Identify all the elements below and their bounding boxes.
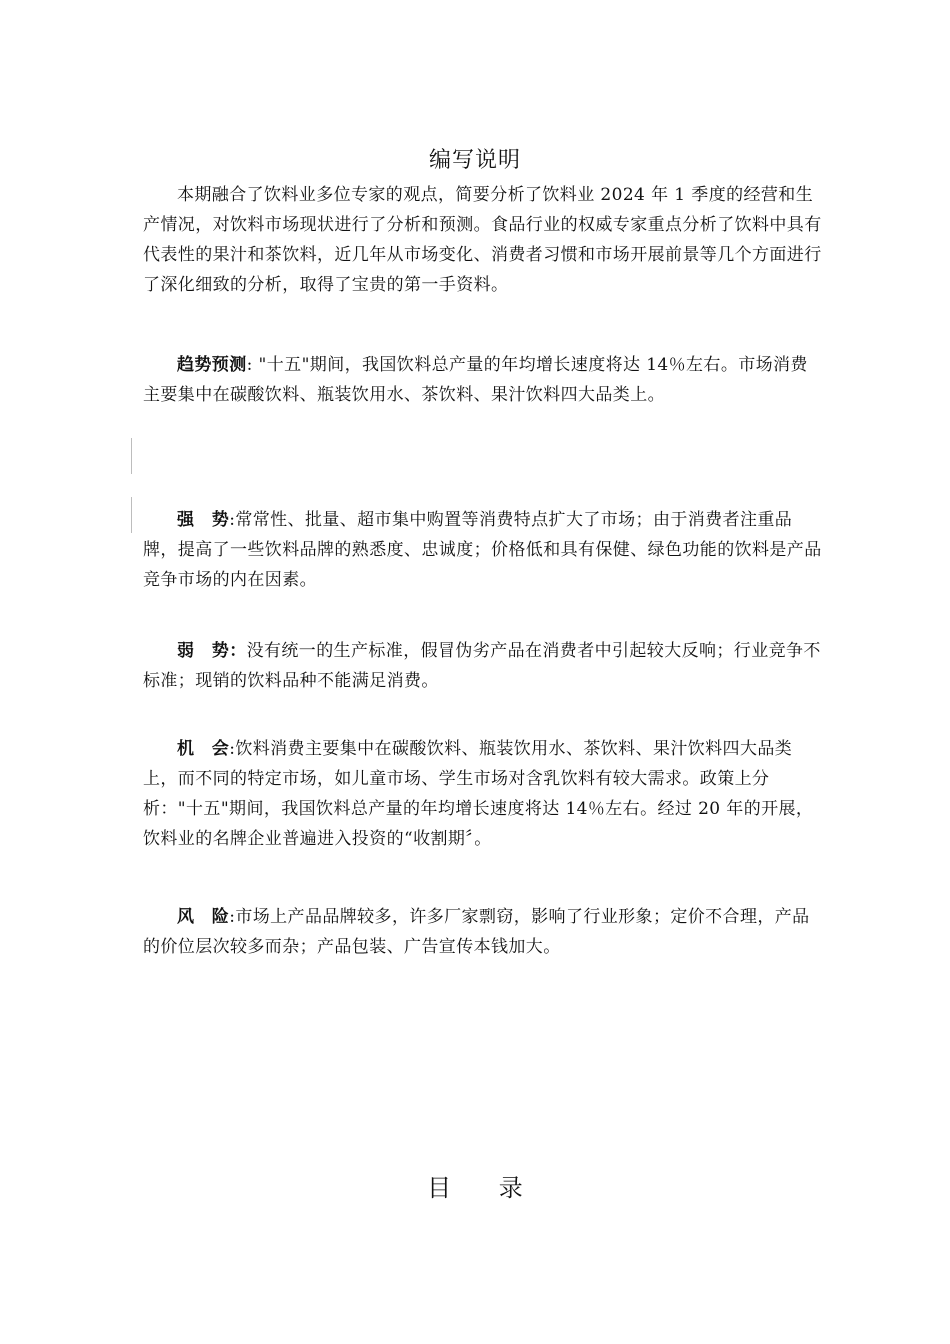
section-label: 机 会 (177, 739, 230, 759)
section-opportunity (143, 734, 823, 854)
section-text: 饮料消费主要集中在碳酸饮料、瓶装饮用水、茶饮料、果汁饮料四大品类上，而不同的特定市场，如儿童市场、学生市场对含乳饮料有较大需求。政策上分析："十五"期间，我国饮料总产量的年均增长速度将达 14％左右。经过 20 年的开展，饮料业的名牌企业普遍进入投资的“收割期〞。 (143, 739, 814, 849)
section-label: 强 势 (177, 510, 230, 530)
margin-mark (131, 497, 132, 533)
section-paragraph (143, 350, 823, 410)
section-risk (143, 902, 823, 962)
intro-paragraph: 本期融合了饮料业多位专家的观点，简要分析了饮料业 2024 年 1 季度的经营和生产情况，对饮料市场现状进行了分析和预测。食品行业的权威专家重点分析了饮料中具有代表性的果汁和茶饮料，近几年从市场变化、消费者习惯和市场开展前景等几个方面进行了深化细致的分析，取得了宝贵的第一手资料。 (143, 185, 822, 295)
section-text: 市场上产品品牌较多，许多厂家剽窃，影响了行业形象；定价不合理，产品的价位层次较多而杂；产品包装、广告宣传本钱加大。 (143, 907, 810, 957)
page-title: 编写说明 (428, 148, 521, 173)
section-text: "十五"期间，我国饮料总产量的年均增长速度将达 14％左右。市场消费主要集中在碳酸饮料、瓶装饮用水、茶饮料、果汁饮料四大品类上。 (143, 355, 808, 405)
section-label: 趋势预测 (177, 355, 247, 375)
section-separator: : (246, 355, 253, 375)
section-paragraph (143, 734, 823, 854)
section-separator: : (229, 510, 236, 530)
section-weakness (143, 636, 823, 696)
intro-block (143, 180, 823, 300)
section-separator: : (229, 907, 236, 927)
section-text: 没有统一的生产标准，假冒伪劣产品在消费者中引起较大反响；行业竞争不标准；现销的饮料品种不能满足消费。 (143, 641, 821, 691)
section-text: 常常性、批量、超市集中购置等消费特点扩大了市场；由于消费者注重品牌，提高了一些饮料品牌的熟悉度、忠诚度；价格低和具有保健、绿色功能的饮料是产品竞争市场的内在因素。 (143, 510, 822, 590)
section-separator: : (229, 739, 236, 759)
section-paragraph (143, 636, 823, 696)
toc-title: 目 录 (427, 1174, 543, 1202)
margin-mark (131, 438, 132, 474)
section-paragraph (143, 505, 823, 595)
section-paragraph (143, 902, 823, 962)
section-trend (143, 350, 823, 410)
section-label: 弱 势： (177, 641, 247, 661)
section-strength (143, 505, 823, 595)
section-label: 风 险 (177, 907, 230, 927)
